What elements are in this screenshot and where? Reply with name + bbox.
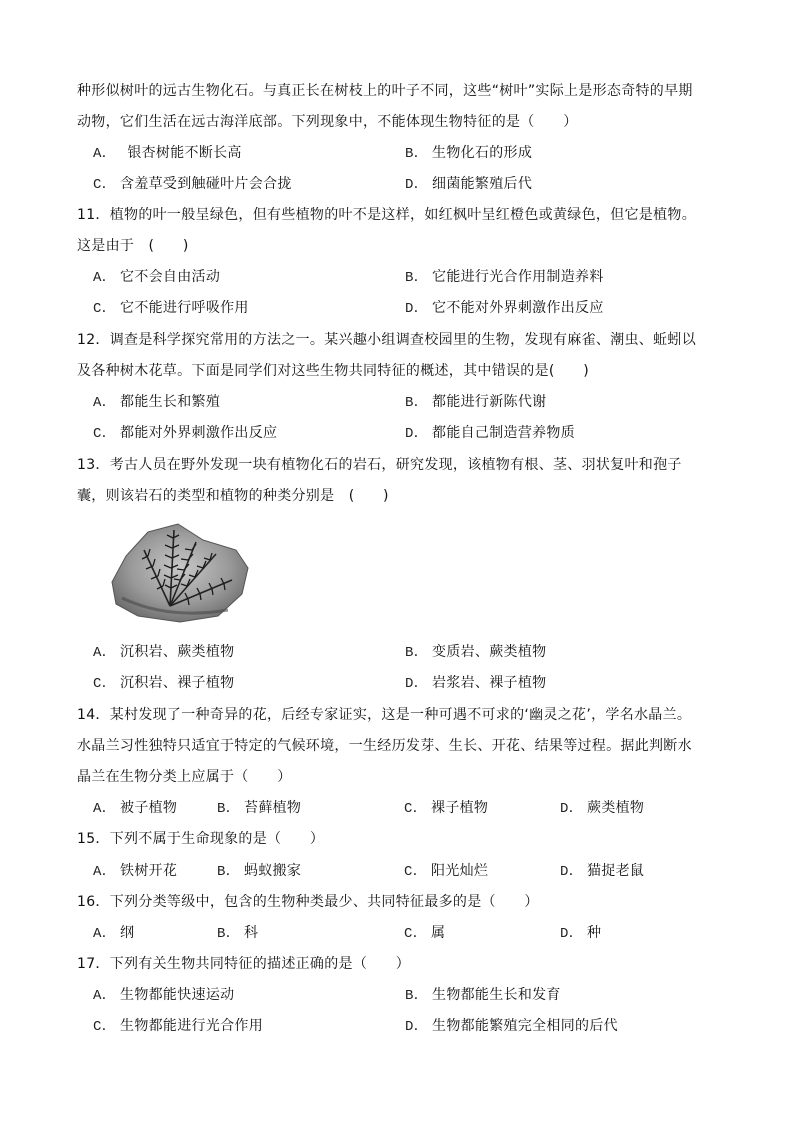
option-text: 它不会自由活动 [120, 269, 221, 285]
option-row [0, 423, 794, 443]
option-label: B． [217, 864, 241, 880]
option-c[interactable] [404, 798, 488, 819]
option-text: 蚂蚁搬家 [244, 863, 302, 879]
option-label: B． [405, 270, 429, 286]
option-text: 岩浆岩、裸子植物 [432, 675, 547, 691]
question-14-text: 水晶兰习性独特只适宜于特定的气候环境，一生经历发芽、生长、开花、结果等过程。据此判断水 [77, 738, 692, 754]
option-text: 蕨类植物 [587, 800, 645, 816]
option-label: A． [93, 864, 117, 880]
option-d[interactable] [560, 861, 644, 882]
option-a[interactable] [93, 861, 177, 882]
option-b[interactable] [405, 985, 561, 1006]
option-label: D． [405, 301, 429, 317]
option-label: A． [93, 645, 117, 661]
option-label: A． [93, 270, 117, 286]
option-row [0, 174, 794, 194]
question-15-text: 15．下列不属于生命现象的是（ ） [77, 831, 325, 847]
option-a[interactable] [93, 642, 234, 663]
option-text: 它不能进行呼吸作用 [120, 300, 249, 316]
option-text: 都能生长和繁殖 [120, 394, 221, 410]
option-a[interactable] [93, 985, 234, 1006]
option-a[interactable] [93, 923, 134, 944]
option-label: C． [93, 676, 117, 692]
option-label: D． [405, 426, 429, 442]
option-row [0, 923, 794, 943]
option-row [0, 673, 794, 693]
option-label: A． [93, 926, 117, 942]
option-label: C． [93, 1019, 117, 1035]
option-b[interactable] [217, 861, 301, 882]
option-text: 生物都能快速运动 [120, 987, 235, 1003]
option-text: 裸子植物 [431, 800, 489, 816]
option-label: B． [405, 146, 429, 162]
option-c[interactable] [93, 423, 277, 444]
question-12-text: 及各种树木花草。下面是同学们对这些生物共同特征的概述，其中错误的是( ) [77, 363, 590, 379]
option-label: B． [405, 988, 429, 1004]
option-text: 都能对外界刺激作出反应 [120, 425, 278, 441]
option-label: C． [93, 301, 117, 317]
option-text: 苔藓植物 [244, 800, 302, 816]
option-label: B． [217, 926, 241, 942]
question-11-text: 11．植物的叶一般呈绿色，但有些植物的叶不是这样，如红枫叶呈红橙色或黄绿色，但它是植物。 [77, 207, 697, 223]
option-label: D． [405, 1019, 429, 1035]
option-text: 阳光灿烂 [431, 863, 489, 879]
option-text: 细菌能繁殖后代 [432, 176, 533, 192]
option-d[interactable] [560, 798, 644, 819]
option-text: 它能进行光合作用制造养料 [432, 269, 604, 285]
option-text: 变质岩、蕨类植物 [432, 644, 547, 660]
option-a[interactable] [93, 267, 220, 288]
option-row [0, 861, 794, 881]
option-c[interactable] [93, 673, 234, 694]
option-c[interactable] [404, 861, 488, 882]
option-c[interactable] [93, 298, 249, 319]
option-label: D． [405, 676, 429, 692]
option-label: C． [404, 801, 428, 817]
fern-fossil-rock-image [108, 520, 254, 624]
option-text: 生物都能繁殖完全相同的后代 [432, 1018, 618, 1034]
option-label: B． [405, 395, 429, 411]
option-text: 沉积岩、蕨类植物 [120, 644, 235, 660]
option-c[interactable] [93, 174, 292, 195]
option-d[interactable] [405, 673, 546, 694]
option-d[interactable] [560, 923, 601, 944]
option-text: 都能自己制造营养物质 [432, 425, 576, 441]
option-row [0, 985, 794, 1005]
option-label: D． [560, 864, 584, 880]
option-d[interactable] [405, 423, 575, 444]
option-a[interactable] [93, 392, 220, 413]
option-text: 沉积岩、裸子植物 [120, 675, 235, 691]
option-text: 生物都能生长和发育 [432, 987, 561, 1003]
option-text: 银杏树能不断长高 [113, 145, 242, 161]
option-label: D． [405, 177, 429, 193]
option-text: 纲 [120, 925, 135, 941]
option-a[interactable] [93, 143, 242, 164]
option-row [0, 798, 794, 818]
option-b[interactable] [405, 392, 546, 413]
option-c[interactable] [404, 923, 445, 944]
option-row [0, 1016, 794, 1036]
option-d[interactable] [405, 298, 604, 319]
question-13-text: 13．考古人员在野外发现一块有植物化石的岩石，研究发现，该植物有根、茎、羽状复叶和孢子 [77, 457, 682, 473]
option-row [0, 298, 794, 318]
option-a[interactable] [93, 798, 177, 819]
option-b[interactable] [217, 923, 258, 944]
option-label: D． [560, 926, 584, 942]
option-label: D． [560, 801, 584, 817]
option-text: 生物都能进行光合作用 [120, 1018, 264, 1034]
option-label: A． [93, 988, 117, 1004]
option-text: 科 [244, 925, 259, 941]
option-label: C． [404, 864, 428, 880]
option-row [0, 392, 794, 412]
option-text: 猫捉老鼠 [587, 863, 645, 879]
question-13-text: 囊，则该岩石的类型和植物的种类分别是 ( ) [77, 488, 389, 504]
option-text: 生物化石的形成 [432, 145, 533, 161]
option-label: A． [93, 146, 110, 162]
option-row [0, 642, 794, 662]
option-b[interactable] [217, 798, 301, 819]
option-text: 它不能对外界刺激作出反应 [432, 300, 604, 316]
option-label: B． [405, 645, 429, 661]
question-11-text: 这是由于 ( ) [77, 238, 189, 254]
option-row [0, 143, 794, 163]
option-label: C． [93, 426, 117, 442]
question-14-text: 14．某村发现了一种奇异的花，后经专家证实，这是一种可遇不可求的‘幽灵之花’，学名水晶兰。 [77, 707, 692, 723]
question-text-line: 动物，它们生活在远古海洋底部。下列现象中，不能体现生物特征的是（ ） [77, 114, 578, 130]
option-text: 都能进行新陈代谢 [432, 394, 547, 410]
option-label: C． [93, 177, 117, 193]
question-16-text: 16．下列分类等级中，包含的生物种类最少、共同特征最多的是（ ） [77, 894, 539, 910]
option-d[interactable] [405, 174, 532, 195]
option-b[interactable] [405, 642, 546, 663]
option-text: 属 [431, 925, 446, 941]
option-text: 被子植物 [120, 800, 178, 816]
option-label: C． [404, 926, 428, 942]
option-c[interactable] [93, 1016, 263, 1037]
option-label: B． [217, 801, 241, 817]
option-d[interactable] [405, 1016, 618, 1037]
option-b[interactable] [405, 143, 532, 164]
option-row [0, 267, 794, 287]
option-text: 铁树开花 [120, 863, 178, 879]
question-12-text: 12．调查是科学探究常用的方法之一。某兴趣小组调查校园里的生物，发现有麻雀、潮虫、蚯蚓以 [77, 332, 697, 348]
question-17-text: 17．下列有关生物共同特征的描述正确的是（ ） [77, 956, 411, 972]
option-label: A． [93, 801, 117, 817]
question-14-text: 晶兰在生物分类上应属于（ ） [77, 769, 292, 785]
question-text-line: 种形似树叶的远古生物化石。与真正长在树枝上的叶子不同，这些“树叶”实际上是形态奇特的早期 [77, 83, 693, 99]
option-label: A． [93, 395, 117, 411]
option-text: 种 [587, 925, 602, 941]
option-b[interactable] [405, 267, 604, 288]
option-text: 含羞草受到触碰叶片会合拢 [120, 176, 292, 192]
